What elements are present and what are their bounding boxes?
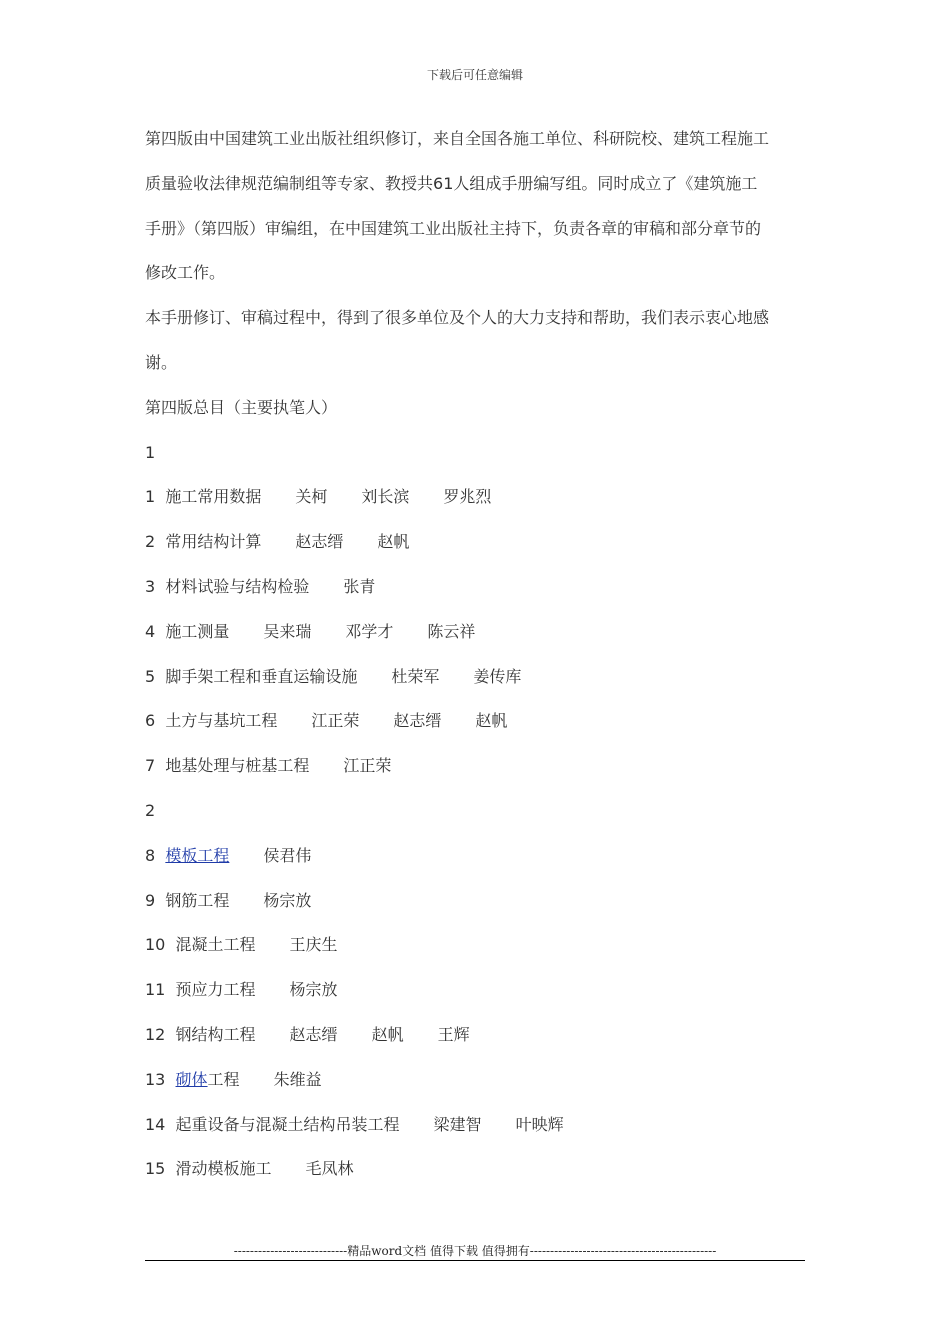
volume-heading: 1 xyxy=(145,442,156,462)
chapter-row: 7 地基处理与桩基工程 江正荣 xyxy=(145,756,392,776)
chapter-row: 13 砌体工程 朱维益 xyxy=(145,1069,322,1089)
chapter-link-formwork[interactable]: 模板工程 xyxy=(165,845,230,865)
chapter-row: 5 脚手架工程和垂直运输设施 杜荣军 姜传库 xyxy=(145,666,522,686)
page-header: 下载后可任意编辑 xyxy=(426,68,523,82)
toc-title: 第四版总目（主要执笔人） xyxy=(145,397,338,417)
chapter-row: 11 预应力工程 杨宗放 xyxy=(145,980,338,1000)
chapter-link-masonry[interactable]: 砌体 xyxy=(175,1069,208,1089)
chapter-row: 1 施工常用数据 关柯 刘长滨 罗兆烈 xyxy=(145,487,492,507)
page-footer: ----------------------------精品word文档 值得下载 值得拥有---------------------------------------------- xyxy=(145,1242,805,1261)
chapter-row: 6 土方与基坑工程 江正荣 赵志缙 赵帆 xyxy=(145,711,508,731)
chapter-row: 3 材料试验与结构检验 张青 xyxy=(145,576,376,596)
thanks-line-1: 本手册修订、审稿过程中，得到了很多单位及个人的大力支持和帮助，我们表示衷心地感 xyxy=(145,308,770,328)
intro-line-1: 第四版由中国建筑工业出版社组织修订，来自全国各施工单位、科研院校、建筑工程施工 xyxy=(145,129,770,148)
chapter-row: 10 混凝土工程 王庆生 xyxy=(145,935,338,955)
chapter-row: 8 模板工程 侯君伟 xyxy=(145,845,312,865)
intro-line-3: 手册》（第四版）审编组，在中国建筑工业出版社主持下，负责各章的审稿和部分章节的 xyxy=(145,218,762,238)
intro-line-4: 修改工作。 xyxy=(145,263,226,283)
member-count: 61 xyxy=(433,173,454,193)
chapter-row: 15 滑动模板施工 毛凤林 xyxy=(145,1159,354,1179)
chapter-row: 14 起重设备与混凝土结构吊装工程 梁建智 叶映辉 xyxy=(145,1114,564,1134)
document-body xyxy=(145,117,810,1192)
chapter-row: 9 钢筋工程 杨宗放 xyxy=(145,890,312,910)
chapter-row: 4 施工测量 吴来瑞 邓学才 陈云祥 xyxy=(145,621,476,641)
intro-line-2: 质量验收法律规范编制组等专家、教授共61人组成手册编写组。同时成立了《建筑施工 xyxy=(145,173,758,193)
chapter-row: 12 钢结构工程 赵志缙 赵帆 王辉 xyxy=(145,1024,470,1044)
volume-heading: 2 xyxy=(145,800,156,820)
thanks-line-2: 谢。 xyxy=(145,352,178,372)
chapter-row: 2 常用结构计算 赵志缙 赵帆 xyxy=(145,532,410,552)
